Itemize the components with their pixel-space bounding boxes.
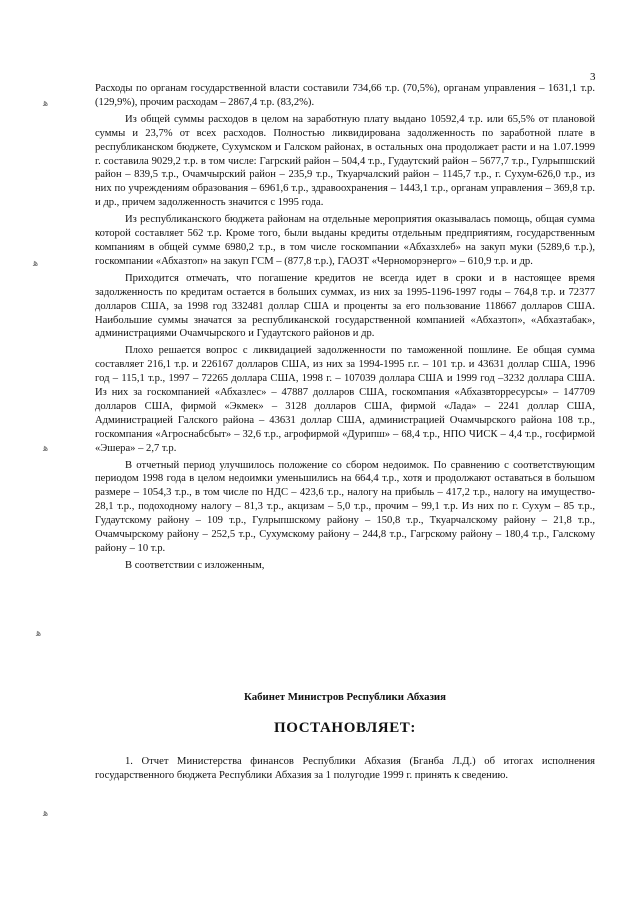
margin-punch-mark: ﻫ — [43, 808, 49, 819]
paragraph-assistance: Из республиканского бюджета районам на отдельные мероприятия оказывалась помощь, общая сумма которой составляет 562 т.р. Кроме того, были выданы кредиты отдельным предприятиям, государственным компаниям в общей сумме 6980,2 т.р., в том числе госкомпании «Абхазхлеб» на закуп муки (5289,6 т.р.), госкомпании «Абхазтоп» на закуп ГСМ – (877,8 т.р.), ГАОЗТ «Черноморэнерго» – 610,9 т.р. и др. — [95, 214, 595, 267]
paragraph-expenses: Расходы по органам государственной власти составили 734,66 т.р. (70,5%), органам управления – 1631,1 т.р. (129,9%), прочим расходам – 2867,4 т.р. (83,2%). — [95, 83, 595, 108]
document-body — [95, 82, 595, 576]
margin-punch-mark: ﻫ — [36, 628, 42, 639]
resolution-item: 1. Отчет Министерства финансов Республики Абхазия (Бганба Л.Д.) об итогах исполнения государственного бюджета Республики Абхазия за 1 полугодие 1999 г. принять к сведению. — [95, 756, 595, 782]
paragraph-accordingly: В соответствии с изложенным, — [125, 559, 265, 571]
paragraph-credits: Приходится отмечать, что погашение кредитов не всегда идет в сроки и в настоящее время задолженность по кредитам остается в больших суммах, из них за 1995-1196-1997 годы – 764,8 т.р. и 72377 долларов США, за 1998 год 332481 доллар США и проценты за его пользование 118667 долларов США. Наибольшие суммы значатся за республиканской государственной компанией «Абхазтоп», «Абхазтабак», администрациями Очамчырского и Гудаутского районов и др. — [95, 272, 595, 340]
page-number: 3 — [590, 71, 596, 83]
cabinet-heading: Кабинет Министров Республики Абхазия — [244, 691, 446, 703]
paragraph-customs: Плохо решается вопрос с ликвидацией задолженности по таможенной пошлине. Ее общая сумма составляет 216,1 т.р. и 226167 долларов США, из них за 1994-1995 г.г. – 101 т.р. и 43631 доллар США, 1996 год – 115,1 т.р., 1997 – 72265 доллара США, 1998 г. – 107039 доллара США и 1999 год –3232 доллара США. Из них за госкомпанией «Абхазлес» – 47887 долларов США, госкомпания «Абхазвторресурсы» – 147709 долларов США, фирмой «Экмек» – 3128 долларов США, фирмой «Лада» – 2241 доллар США, Администрацией Галского района – 43631 доллар США, администрацией Очамчырского района 108 т.р., госкомпания «Агроснабсбыт» – 32,6 т.р., агрофирмой «Дурипш» – 68,4 т.р., НПО ЧИСК – 4,4 т.р., госфирмой «Эшера» – 2,7 т.р. — [95, 345, 595, 454]
paragraph-arrears: В отчетный период улучшилось положение со сбором недоимок. По сравнению с соответствующим периодом 1998 года в целом недоимки уменьшились на 664,4 т.р., хотя и продолжают оставаться в большом размере – 1054,3 т.р., в том числе по НДС – 423,6 т.р., налогу на прибыль – 417,2 т.р., налогу на имущество- 28,1 т.р., подоходному налогу – 81,3 т.р., акцизам – 5,0 т.р., прочим – 99,1 т.р. Из них по г. Сухум – 85 т.р., Гудаутскому району – 109 т.р., Гулрыпшскому району – 150,8 т.р., Ткуарчалскому району – 21,8 т.р., Очамчырскому району – 252,5 т.р., Сухумскому району – 244,8 т.р., Гагрскому району – 180,4 т.р., Галскому району – 10 т.р. — [95, 459, 595, 554]
decree-heading: ПОСТАНОВЛЯЕТ: — [273, 720, 417, 736]
paragraph-salary: Из общей суммы расходов в целом на заработную плату выдано 10592,4 т.р. или 65,5% от плановой суммы и 23,7% от всех расходов. Полностью ликвидирована задолженность по заработной плате в республиканском бюджете, Сухумском и Галском районах, в остальных она продолжает расти и на 1.07.1999 г. составила 9029,2 т.р. в том числе: Гагрский район – 504,4 т.р., Гудаутский район – 5677,7 т.р., Гулрыпшский район – 839,5 т.р., Очамчырский район – 235,9 т.р., Ткуарчалский район – 1145,7 т.р., г. Сухум-626,0 т.р., из них по учреждениям образования – 6961,6 т.р., здравоохранения – 1443,1 т.р., органам управления – 369,8 т.р. и др., причем задолженность значится с 1995 года. — [95, 113, 595, 209]
margin-punch-mark: ﻫ — [43, 443, 49, 454]
margin-punch-mark: ﻫ — [43, 98, 49, 109]
margin-punch-mark: ﻫ — [33, 258, 39, 269]
